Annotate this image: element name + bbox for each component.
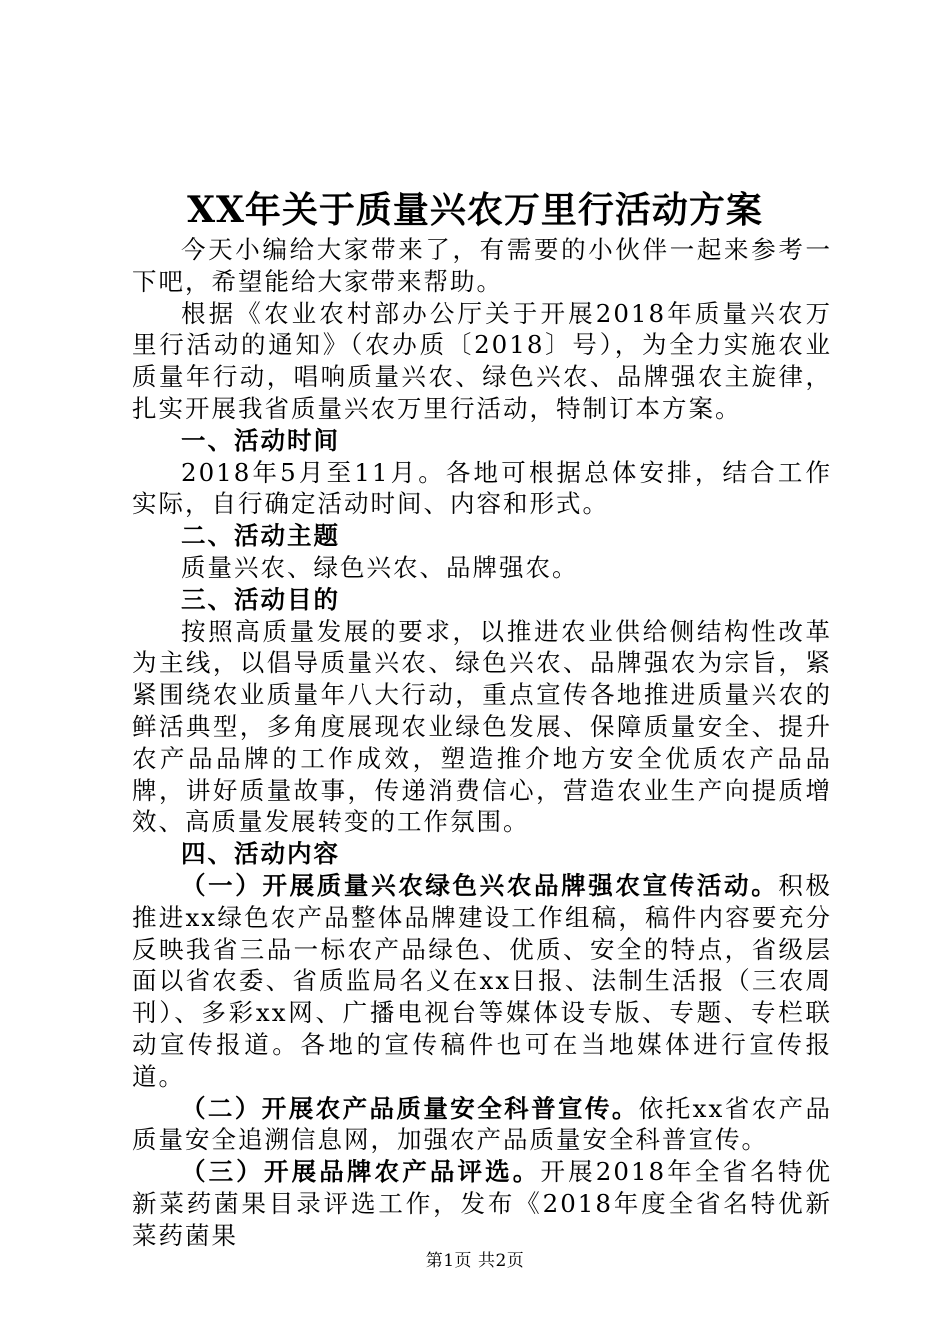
content-item-1-text: 积极推进xx绿色农产品整体品牌建设工作组稿，稿件内容要充分反映我省三品一标农产品绿色、优质、安全的特点，省级层面以省农委、省质监局名义在xx日报、法制生活报（三农周刊）、多彩xx网、广播电视台等媒体设专版、专题、专栏联动宣传报道。各地的宣传稿件也可在当地媒体进行宣传报道。 <box>132 870 833 1091</box>
content-item-3 <box>132 1156 832 1251</box>
document-title: XX年关于质量兴农万里行活动方案 <box>187 189 763 231</box>
section-text-theme: 质量兴农、绿色兴农、品牌强农。 <box>181 552 579 582</box>
basis-paragraph: 根据《农业农村部办公厅关于开展2018年质量兴农万里行活动的通知》（农办质〔2018〕号），为全力实施农业质量年行动，唱响质量兴农、绿色兴农、品牌强农主旋律，扎实开展我省质量兴农万里行活动，特制订本方案。 <box>132 298 832 423</box>
section-heading-theme: 二、活动主题 <box>181 521 340 551</box>
section-heading-purpose: 三、活动目的 <box>181 584 340 614</box>
page-number-footer: 第1页 共2页 <box>425 1251 525 1271</box>
intro-paragraph: 今天小编给大家带来了，有需要的小伙伴一起来参考一下吧，希望能给大家带来帮助。 <box>132 235 832 296</box>
content-item-1-lead: （一）开展质量兴农绿色兴农品牌强农宣传活动。 <box>181 870 779 900</box>
content-item-2-text: 依托xx省农产品质量安全追溯信息网，加强农产品质量安全科普宣传。 <box>132 1093 833 1155</box>
section-heading-time: 一、活动时间 <box>181 425 340 455</box>
content-item-3-lead: （三）开展品牌农产品评选。 <box>181 1157 541 1187</box>
section-text-purpose: 按照高质量发展的要求，以推进农业供给侧结构性改革为主线，以倡导质量兴农、绿色兴农、品牌强农为宗旨，紧紧围绕农业质量年八大行动，重点宣传各地推进质量兴农的鲜活典型，多角度展现农业绿色发展、保障质量安全、提升农产品品牌的工作成效，塑造推介地方安全优质农产品品牌，讲好质量故事，传递消费信心，营造农业生产向提质增效、高质量发展转变的工作氛围。 <box>132 616 832 837</box>
document-body <box>132 234 832 1252</box>
content-item-3-text: 开展2018年全省名特优新菜药菌果目录评选工作，发布《2018年度全省名特优新菜药菌果 <box>132 1157 832 1250</box>
section-text-time: 2018年5月至11月。各地可根据总体安排，结合工作实际，自行确定活动时间、内容和形式。 <box>132 457 832 519</box>
content-item-1 <box>132 870 832 1093</box>
content-item-2 <box>132 1093 832 1157</box>
section-heading-content: 四、活动内容 <box>181 839 340 869</box>
content-item-2-lead: （二）开展农产品质量安全科普宣传。 <box>181 1093 639 1123</box>
